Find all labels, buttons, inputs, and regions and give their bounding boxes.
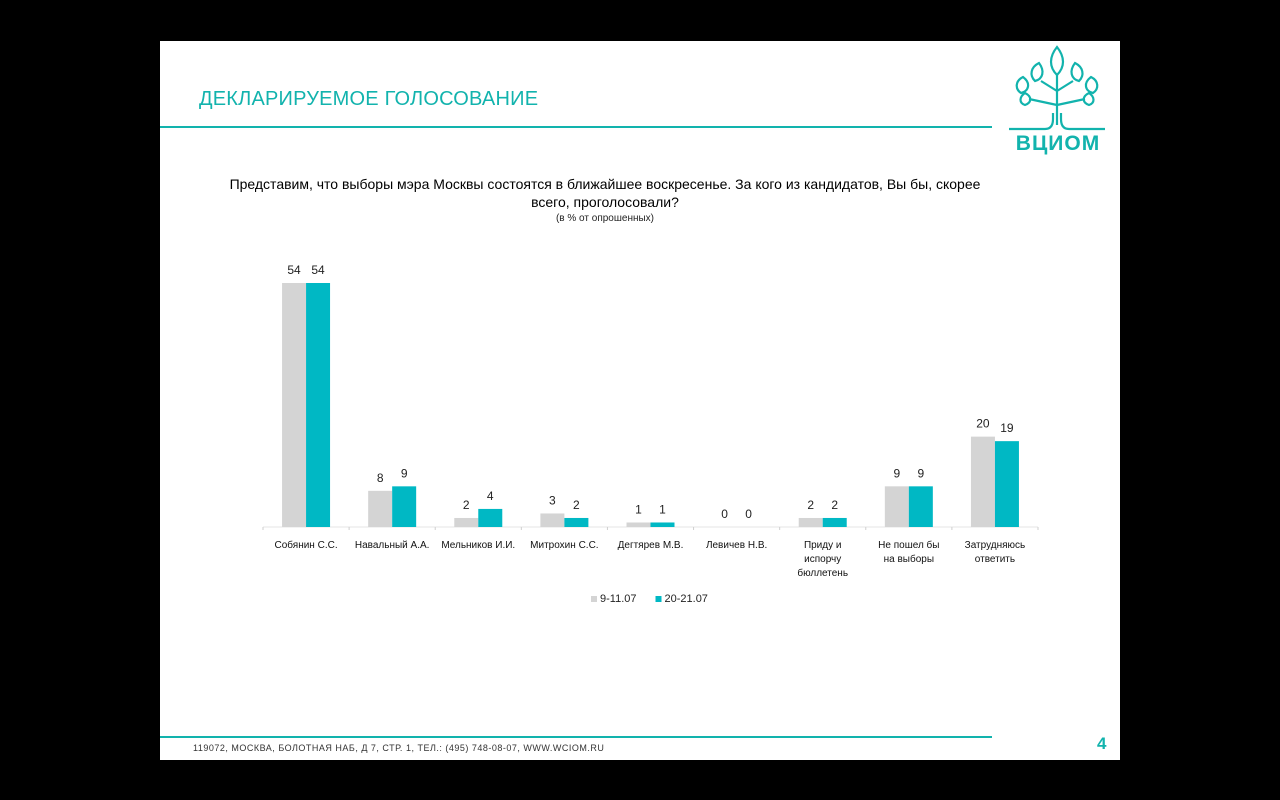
bar	[799, 518, 823, 527]
legend-label: 9-11.07	[600, 593, 637, 605]
bar	[282, 283, 306, 527]
x-tick-label: Левичев Н.В.	[705, 540, 768, 551]
bar	[651, 522, 675, 527]
slide-title: ДЕКЛАРИРУЕМОЕ ГОЛОСОВАНИЕ	[199, 88, 539, 110]
legend-swatch	[656, 596, 662, 602]
data-label: 20	[976, 416, 990, 431]
data-label: 54	[287, 263, 301, 277]
x-tick-label: Дегтярев М.В.	[617, 540, 684, 551]
bar	[823, 518, 847, 527]
bar	[478, 509, 502, 527]
x-tick-label: Митрохин С.С.	[530, 540, 599, 551]
bar	[368, 491, 392, 527]
bar-chart	[160, 41, 1120, 621]
data-label: 2	[807, 497, 815, 512]
chart-title: Представим, что выборы мэра Москвы состоятся в ближайшее воскресенье. За кого из кандидатов, Вы бы, скорее всего, проголосовали?	[229, 176, 981, 210]
x-tick-label: Не пошел бы на выборы	[878, 540, 940, 565]
data-label: 54	[311, 263, 325, 277]
data-label: 8	[376, 470, 384, 485]
page-number: 4	[1097, 734, 1107, 753]
footer-rule	[160, 736, 992, 738]
bar	[909, 486, 933, 527]
data-label: 4	[486, 488, 494, 503]
data-label: 3	[549, 493, 556, 508]
x-tick-label: Собянин С.С.	[274, 540, 338, 551]
data-label: 9	[893, 466, 901, 481]
data-label: 19	[1000, 421, 1014, 436]
bar	[885, 486, 909, 527]
chart-subtitle: (в % от опрошенных)	[555, 213, 655, 224]
bar	[564, 518, 588, 527]
bar	[627, 522, 651, 527]
data-label: 9	[917, 466, 925, 481]
bar	[540, 513, 564, 527]
data-label: 0	[745, 507, 752, 521]
logo-text: ВЦИОМ	[1015, 132, 1101, 155]
bar	[306, 283, 330, 527]
data-label: 0	[721, 507, 728, 521]
bar	[971, 437, 995, 527]
legend-label: 20-21.07	[664, 593, 708, 605]
data-label: 9	[400, 466, 408, 481]
bar	[995, 441, 1019, 527]
bar	[392, 486, 416, 527]
bar	[454, 518, 478, 527]
data-label: 2	[831, 497, 839, 512]
x-tick-label: Навальный А.А.	[354, 540, 430, 551]
slide	[160, 41, 1120, 760]
x-tick-label: Затрудняюсь ответить	[964, 540, 1026, 565]
data-label: 1	[635, 502, 642, 517]
data-label: 2	[462, 497, 470, 512]
data-label: 2	[573, 497, 580, 512]
footer-address: 119072, МОСКВА, БОЛОТНАЯ НАБ, Д 7, СТР. 1, ТЕЛ.: (495) 748-08-07, WWW.WCIOM.RU	[193, 743, 605, 753]
x-tick-label: Приду и испорчу бюллетень	[797, 540, 849, 579]
data-label: 1	[659, 502, 666, 517]
x-tick-label: Мельников И.И.	[441, 540, 516, 551]
legend-swatch	[591, 596, 597, 602]
